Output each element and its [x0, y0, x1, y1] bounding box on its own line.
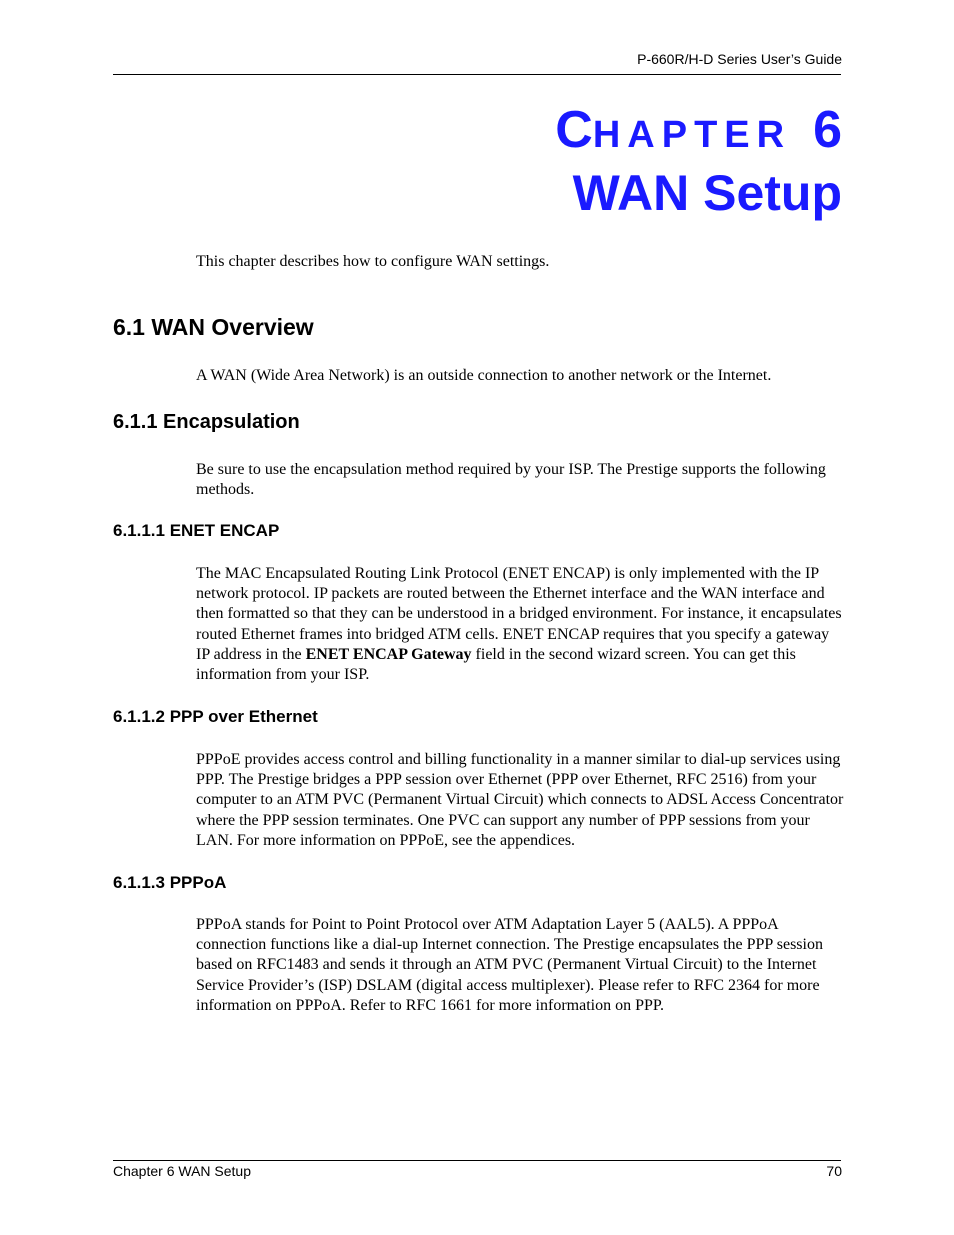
- guide-title: P-660R/H-D Series User’s Guide: [637, 51, 842, 67]
- section-heading-6-1-1-2: 6.1.1.2 PPP over Ethernet: [113, 707, 318, 726]
- paragraph-6-1-1-2: PPPoE provides access control and billing functionality in a manner similar to dial-up services using PPP. The Prestige bridges a PPP session over Ethernet (PPP over Ethernet, RFC 2516) from your computer to an ATM PVC (Permanent Virtual Circuit) which connects to ADSL Access Concentrator where the PPP session terminates. One PVC can support any number of PPP sessions from your LAN. For more information on PPPoE, see the appendices.: [196, 751, 844, 849]
- header-rule: [113, 74, 841, 75]
- chapter-title: WAN Setup: [572, 165, 842, 221]
- paragraph-6-1-1-3: PPPoA stands for Point to Point Protocol over ATM Adaptation Layer 5 (AAL5). A PPPoA connection functions like a dial-up Internet connection. The Prestige encapsulates the PPP session based on RFC1483 and sends it through an ATM PVC (Permanent Virtual Circuit) to the Internet Service Provider’s (ISP) DSLAM (digital access multiplexer). Please refer to RFC 2364 for more information on PPPoA. Refer to RFC 1661 for more information on PPP.: [196, 916, 823, 1014]
- section-heading-6-1-1-3: 6.1.1.3 PPPoA: [113, 873, 227, 892]
- footer-rule: [113, 1160, 841, 1161]
- footer-chapter-label: Chapter 6 WAN Setup: [113, 1163, 251, 1179]
- paragraph-6-1-1: Be sure to use the encapsulation method required by your ISP. The Prestige supports the following methods.: [196, 461, 826, 499]
- paragraph-6-1-1-1-part1: The MAC Encapsulated Routing Link Protocol (ENET ENCAP) is only implemented with the IP network protocol. IP packets are routed between the Ethernet interface and the WAN interface and then formatted so that they can be understood in a bridged environment. For instance, it encapsulates routed Ethernet frames into bridged ATM cells. ENET ENCAP requires that you specify a gateway IP address in the: [196, 565, 842, 663]
- section-heading-6-1-1: 6.1.1 Encapsulation: [113, 411, 300, 433]
- enet-encap-gateway-term: ENET ENCAP Gateway: [305, 645, 472, 663]
- section-heading-6-1-1-1: 6.1.1.1 ENET ENCAP: [113, 521, 280, 540]
- chapter-label-rest: HAPTER: [592, 114, 792, 156]
- paragraph-6-1-1-1: [196, 564, 844, 685]
- chapter-label-initial: C: [555, 101, 593, 159]
- chapter-label: [555, 101, 842, 159]
- section-heading-6-1: 6.1 WAN Overview: [113, 314, 314, 340]
- paragraph-6-1-1-1-part2: field in the second wizard screen. You can get this information from your ISP.: [196, 645, 796, 684]
- page-number: 70: [826, 1163, 842, 1179]
- paragraph-6-1: A WAN (Wide Area Network) is an outside connection to another network or the Internet.: [196, 367, 772, 384]
- chapter-number: 6: [813, 101, 842, 159]
- intro-paragraph: This chapter describes how to configure WAN settings.: [196, 253, 550, 270]
